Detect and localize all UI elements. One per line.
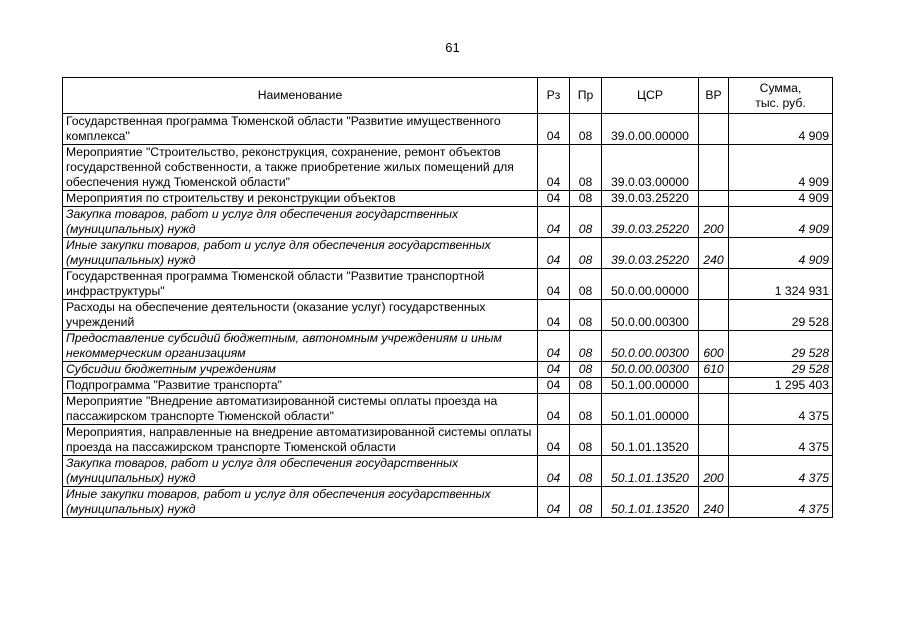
row-pr-cell: 08: [570, 191, 602, 207]
row-vr-cell: 240: [699, 487, 729, 518]
row-rz-cell: 04: [538, 456, 570, 487]
row-pr-cell: 08: [570, 238, 602, 269]
row-sum-cell: 4 375: [729, 487, 833, 518]
table-row: [63, 487, 833, 518]
table-row: [63, 238, 833, 269]
table-body: [63, 114, 833, 518]
row-name-cell: Иные закупки товаров, работ и услуг для обеспечения государственных (муниципальных) нужд: [63, 238, 538, 269]
row-csr-cell: 50.0.00.00300: [602, 331, 699, 362]
header-sum-line2: тыс. руб.: [755, 95, 806, 110]
row-sum-cell: 4 375: [729, 394, 833, 425]
row-name-cell: Субсидии бюджетным учреждениям: [63, 362, 538, 378]
table-row: [63, 145, 833, 191]
row-pr-cell: 08: [570, 300, 602, 331]
row-csr-cell: 39.0.03.25220: [602, 238, 699, 269]
row-sum-cell: 1 324 931: [729, 269, 833, 300]
row-name-cell: Мероприятие "Строительство, реконструкция, сохранение, ремонт объектов государственной собственности, а также приобретение жилых помещений для обеспечения нужд Тюменской области": [63, 145, 538, 191]
row-pr-cell: 08: [570, 378, 602, 394]
table-row: [63, 456, 833, 487]
row-csr-cell: 50.1.01.13520: [602, 456, 699, 487]
header-rz: Рз: [538, 78, 570, 114]
row-vr-cell: [699, 378, 729, 394]
row-sum-cell: 4 909: [729, 191, 833, 207]
row-rz-cell: 04: [538, 362, 570, 378]
row-csr-cell: 39.0.03.00000: [602, 145, 699, 191]
row-vr-cell: 240: [699, 238, 729, 269]
row-vr-cell: [699, 191, 729, 207]
row-csr-cell: 39.0.00.00000: [602, 114, 699, 145]
table-row: [63, 394, 833, 425]
row-name-cell: Предоставление субсидий бюджетным, автономным учреждениям и иным некоммерческим организациям: [63, 331, 538, 362]
table-row: [63, 300, 833, 331]
row-name-cell: Мероприятия, направленные на внедрение автоматизированной системы оплаты проезда на пассажирском транспорте Тюменской области: [63, 425, 538, 456]
table-row: [63, 331, 833, 362]
row-vr-cell: 200: [699, 207, 729, 238]
row-csr-cell: 50.0.00.00300: [602, 300, 699, 331]
row-sum-cell: 29 528: [729, 331, 833, 362]
row-sum-cell: 1 295 403: [729, 378, 833, 394]
row-rz-cell: 04: [538, 300, 570, 331]
budget-table: [62, 77, 833, 518]
row-rz-cell: 04: [538, 331, 570, 362]
row-vr-cell: [699, 300, 729, 331]
row-csr-cell: 39.0.03.25220: [602, 191, 699, 207]
row-vr-cell: [699, 269, 729, 300]
table-row: [63, 207, 833, 238]
row-name-cell: Закупка товаров, работ и услуг для обеспечения государственных (муниципальных) нужд: [63, 456, 538, 487]
row-sum-cell: 4 909: [729, 207, 833, 238]
page-number: 61: [445, 40, 460, 55]
row-vr-cell: [699, 145, 729, 191]
row-sum-cell: 4 375: [729, 456, 833, 487]
row-rz-cell: 04: [538, 269, 570, 300]
row-sum-cell: 4 909: [729, 114, 833, 145]
row-rz-cell: 04: [538, 207, 570, 238]
header-sum: [729, 78, 833, 114]
row-rz-cell: 04: [538, 191, 570, 207]
row-csr-cell: 50.0.00.00300: [602, 362, 699, 378]
row-vr-cell: [699, 394, 729, 425]
row-rz-cell: 04: [538, 145, 570, 191]
row-csr-cell: 39.0.03.25220: [602, 207, 699, 238]
row-rz-cell: 04: [538, 378, 570, 394]
row-name-cell: Подпрограмма "Развитие транспорта": [63, 378, 538, 394]
row-vr-cell: 600: [699, 331, 729, 362]
row-pr-cell: 08: [570, 114, 602, 145]
row-name-cell: Мероприятие "Внедрение автоматизированной системы оплаты проезда на пассажирском транспорте Тюменской области": [63, 394, 538, 425]
row-sum-cell: 4 909: [729, 145, 833, 191]
header-row: [63, 78, 833, 114]
row-pr-cell: 08: [570, 331, 602, 362]
row-csr-cell: 50.1.00.00000: [602, 378, 699, 394]
row-vr-cell: [699, 114, 729, 145]
row-pr-cell: 08: [570, 425, 602, 456]
row-name-cell: Государственная программа Тюменской области "Развитие имущественного комплекса": [63, 114, 538, 145]
row-sum-cell: 4 375: [729, 425, 833, 456]
row-csr-cell: 50.1.01.13520: [602, 425, 699, 456]
table-row: [63, 269, 833, 300]
row-pr-cell: 08: [570, 145, 602, 191]
row-csr-cell: 50.1.01.00000: [602, 394, 699, 425]
row-pr-cell: 08: [570, 394, 602, 425]
row-pr-cell: 08: [570, 487, 602, 518]
header-sum-line1: Сумма,: [759, 80, 802, 95]
table-row: [63, 378, 833, 394]
table-row: [63, 425, 833, 456]
row-pr-cell: 08: [570, 269, 602, 300]
table-row: [63, 362, 833, 378]
row-vr-cell: 200: [699, 456, 729, 487]
row-rz-cell: 04: [538, 114, 570, 145]
row-csr-cell: 50.0.00.00000: [602, 269, 699, 300]
row-pr-cell: 08: [570, 362, 602, 378]
header-vr: ВР: [699, 78, 729, 114]
table-row: [63, 191, 833, 207]
row-name-cell: Государственная программа Тюменской области "Развитие транспортной инфраструктуры": [63, 269, 538, 300]
row-pr-cell: 08: [570, 456, 602, 487]
row-sum-cell: 4 909: [729, 238, 833, 269]
row-vr-cell: 610: [699, 362, 729, 378]
row-rz-cell: 04: [538, 487, 570, 518]
table-row: [63, 114, 833, 145]
row-rz-cell: 04: [538, 394, 570, 425]
row-rz-cell: 04: [538, 425, 570, 456]
row-name-cell: Иные закупки товаров, работ и услуг для обеспечения государственных (муниципальных) нужд: [63, 487, 538, 518]
row-csr-cell: 50.1.01.13520: [602, 487, 699, 518]
row-name-cell: Расходы на обеспечение деятельности (оказание услуг) государственных учреждений: [63, 300, 538, 331]
row-sum-cell: 29 528: [729, 300, 833, 331]
header-name: Наименование: [63, 78, 538, 114]
header-csr: ЦСР: [602, 78, 699, 114]
row-sum-cell: 29 528: [729, 362, 833, 378]
row-pr-cell: 08: [570, 207, 602, 238]
row-rz-cell: 04: [538, 238, 570, 269]
row-name-cell: Мероприятия по строительству и реконструкции объектов: [63, 191, 538, 207]
row-vr-cell: [699, 425, 729, 456]
row-name-cell: Закупка товаров, работ и услуг для обеспечения государственных (муниципальных) нужд: [63, 207, 538, 238]
header-pr: Пр: [570, 78, 602, 114]
